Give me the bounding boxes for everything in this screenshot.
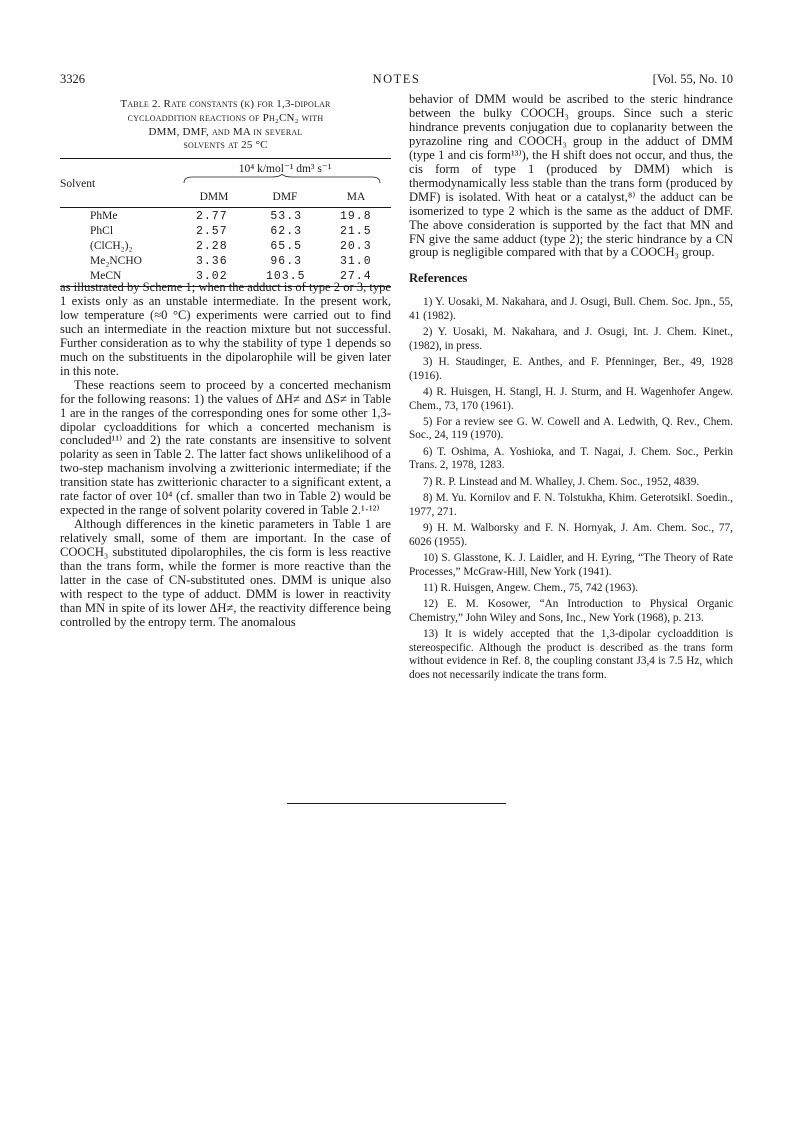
table-cell-dmm: 2.77 [196, 210, 228, 223]
reference-item: 11) R. Huisgen, Angew. Chem., 75, 742 (1963). [423, 582, 639, 594]
reference-item: 9) H. M. Walborsky and F. N. Hornyak, J. Am. Chem. Soc., 77, 6026 (1955). [409, 522, 733, 548]
column-header-ma: MA [346, 191, 366, 203]
reference-item: 10) S. Glasstone, K. J. Laidler, and H. Eyring, “The Theory of Rate Processes,” McGraw-Hill, New York (1941). [409, 552, 733, 578]
table-caption-line: Table 2. Rate constants (k) for 1,3-dipolar [120, 98, 331, 110]
table-cell-solvent: MeCN [90, 270, 122, 282]
table-cell-solvent: PhCl [90, 225, 114, 237]
table-cell-dmm: 3.36 [196, 255, 228, 268]
table-cell-ma: 31.0 [340, 255, 372, 268]
page-number: 3326 [60, 72, 85, 86]
table-cell-ma: 21.5 [340, 225, 372, 238]
references-list [409, 296, 733, 682]
table-header-rule [60, 207, 391, 208]
body-paragraph: These reactions seem to proceed by a concerted mechanism for the following reasons: 1) the values of ΔH≠ and ΔS≠ in Table 1 are in the ranges of the corresponding ones for some other 1,3-dipolar cycloadditions for which a concerted mechanism is concluded¹¹⁾ and 2) the rate constants are insensitive to solvent polarity as seen in Table 2. The latter fact shows unlikelihood of a two-step machanism involving a zwitterionic intermediate; if the transition state has zwitterionic character to a significant extent, a rate factor of over 10⁴ (cf. smaller than two in Table 2) would be expected in the range of solvent polarity covered in Table 2.¹·¹²⁾ [60, 377, 391, 518]
table-cell-dmf: 65.5 [270, 240, 302, 253]
table-caption [60, 98, 391, 153]
table-cell-solvent: (ClCH₂)₂ [90, 240, 133, 252]
reference-item: 3) H. Staudinger, E. Anthes, and F. Pfenninger, Ber., 49, 1928 (1916). [409, 356, 733, 382]
table-cell-ma: 19.8 [340, 210, 372, 223]
table-cell-dmf: 103.5 [266, 270, 306, 283]
table-caption-line: solvents at 25 °C [183, 139, 268, 152]
table-cell-dmf: 53.3 [270, 210, 302, 223]
body-paragraph: Although differences in the kinetic parameters in Table 1 are relatively small, some of them are important. In the case of COOCH₃ substituted dipolarophiles, the cis form is less reactive than the trans form, while the former is more reactive than the latter in the case of CN-substituted ones. DMM is unique also with respect to the type of adduct. DMM is lower in reactivity than MN in spite of its lower ΔH≠, the reactivity difference being controlled by the entropy term. The anomalous [60, 517, 391, 629]
column-group-brace [182, 174, 382, 184]
reference-item: 8) M. Yu. Kornilov and F. N. Tolstukha, Khim. Geterotsikl. Soedin., 1977, 271. [409, 492, 733, 518]
solvent-header: Solvent [60, 178, 96, 190]
left-column-body [60, 281, 391, 630]
unit-header: 10⁴ k/mol⁻¹ dm³ s⁻¹ [238, 163, 332, 175]
table-cell-solvent: Me₂NCHO [90, 255, 142, 267]
reference-item: 13) It is widely accepted that the 1,3-dipolar cycloaddition is stereospecific. Although the product is described as the trans form without evidence in Ref. 8, the coupling constant J3,4 is 7.5 Hz, which does not necessarily indicate the trans form. [409, 628, 733, 681]
column-header-dmf: DMF [272, 191, 298, 203]
reference-item: 6) T. Oshima, A. Yoshioka, and T. Nagai, J. Chem. Soc., Perkin Trans. 2, 1978, 1283. [409, 445, 733, 472]
table-cell-ma: 27.4 [340, 270, 372, 283]
references-heading: References [409, 271, 468, 286]
volume-info: [Vol. 55, No. 10 [652, 72, 733, 86]
table-caption-line: DMM, DMF, and MA in several [148, 125, 303, 138]
right-column-body [409, 93, 733, 685]
table-cell-solvent: PhMe [90, 210, 118, 222]
table-caption-line: cycloaddition reactions of Ph₂CN₂ with [127, 111, 324, 124]
reference-item: 12) E. M. Kosower, “An Introduction to Physical Organic Chemistry,” John Wiley and Sons, Inc., New York (1968), p. 213. [409, 598, 733, 624]
table-cell-dmm: 2.28 [196, 240, 228, 253]
column-header-dmm: DMM [199, 191, 229, 203]
running-header [60, 72, 733, 88]
section-title: NOTES [372, 72, 421, 86]
table-cell-dmm: 2.57 [196, 225, 228, 238]
reference-item: 5) For a review see G. W. Cowell and A. Ledwith, Q. Rev., Chem. Soc., 24, 119 (1970). [409, 416, 733, 442]
table-cell-ma: 20.3 [340, 240, 372, 253]
reference-item: 4) R. Huisgen, H. Stangl, H. J. Sturm, and H. Wagenhofer Angew. Chem., 73, 170 (1961). [409, 386, 733, 412]
reference-item: 7) R. P. Linstead and M. Whalley, J. Chem. Soc., 1952, 4839. [423, 475, 700, 488]
table-cell-dmm: 3.02 [196, 270, 228, 283]
body-paragraph: behavior of DMM would be ascribed to the steric hindrance between the bulky COOCH₃ groups. Since such a steric hindrance prevents conjugation due to coplanarity between the pyrazoline ring and COOCH₃ group in the adduct of DMM (type 1 and cis form¹³⁾), the H shift does not occur, and thus, the cis form of type 1 (produced by DMM) which is thermodynamically less stable than the trans form (produced by DMF) is isolated. With heat or a catalyst,⁸⁾ the adduct can be isomerized to type 2 which is the same as the adduct of DMF. The above consideration is supported by the fact that MN and FN give the same adduct (type 2); the steric hindrance by a CN group is negligible compared with that by a COOCH₃ group. [409, 92, 733, 260]
table-cell-dmf: 96.3 [270, 255, 302, 268]
body-paragraph: as illustrated by Scheme 1; when the adduct is of type 2 or 3, type 1 exists only as an unstable intermediate. In the present work, low temperature (≈0 °C) experiments were carried out to find such an intermediate in the reaction mixture but not successful. Further consideration as to why the stability of type 1 depends so much on the substituents in the dipolarophile will be given later in this note. [60, 280, 391, 378]
reference-item: 2) Y. Uosaki, M. Nakahara, and J. Osugi, Int. J. Chem. Kinet., (1982), in press. [409, 326, 733, 352]
end-of-article-rule [287, 803, 506, 804]
reference-item: 1) Y. Uosaki, M. Nakahara, and J. Osugi, Bull. Chem. Soc. Jpn., 55, 41 (1982). [409, 296, 733, 322]
table-top-rule [60, 158, 391, 159]
table-cell-dmf: 62.3 [270, 225, 302, 238]
